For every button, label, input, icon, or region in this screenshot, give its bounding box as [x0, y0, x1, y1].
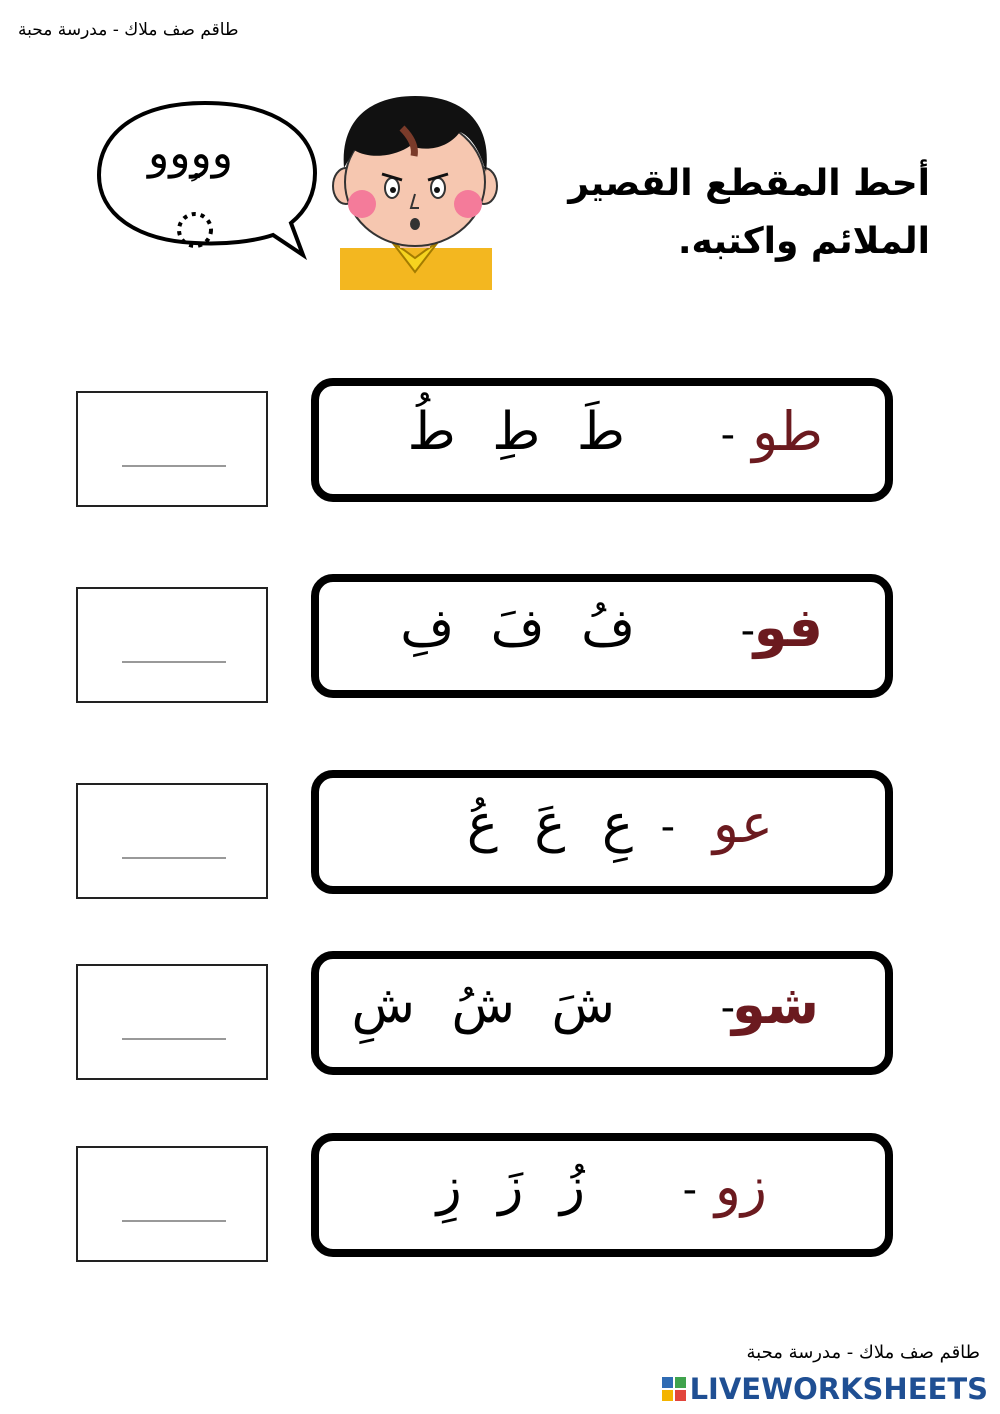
answer-line — [122, 465, 226, 467]
syllable-options — [457, 794, 643, 854]
instruction — [510, 155, 930, 271]
target-syllable: زو — [714, 1155, 767, 1218]
option[interactable]: عُ — [466, 794, 498, 854]
option[interactable]: شِ — [351, 975, 415, 1035]
target-syllable: فو — [753, 596, 823, 659]
answer-box[interactable] — [76, 587, 268, 703]
syllable-options — [390, 598, 645, 658]
option[interactable]: زِ — [436, 1157, 462, 1217]
syllable-options — [427, 1157, 595, 1217]
exercise-row — [311, 378, 893, 502]
option[interactable]: عَ — [534, 794, 566, 854]
answer-box[interactable] — [76, 964, 268, 1080]
logo-text: LIVEWORKSHEETS — [689, 1372, 988, 1406]
option[interactable]: شُ — [451, 975, 515, 1035]
exercise-row — [311, 574, 893, 698]
exercise-row — [311, 770, 893, 894]
answer-line — [122, 661, 226, 663]
option[interactable]: عِ — [601, 794, 633, 854]
answer-line — [122, 857, 226, 859]
answer-box[interactable] — [76, 1146, 268, 1262]
option[interactable]: زُ — [559, 1157, 585, 1217]
answer-line — [122, 1038, 226, 1040]
instruction-line-1: أحط المقطع القصير — [568, 163, 930, 204]
exercise-row — [311, 1133, 893, 1257]
answer-box[interactable] — [76, 783, 268, 899]
dash: - — [682, 1167, 697, 1213]
exercise-row — [311, 951, 893, 1075]
instruction-line-2: الملائم واكتبه. — [677, 221, 930, 262]
answer-line — [122, 1220, 226, 1222]
target-syllable: عو — [712, 792, 773, 855]
dash: - — [740, 608, 755, 654]
option[interactable]: طِ — [492, 402, 541, 462]
option[interactable]: فُ — [581, 598, 635, 658]
option[interactable]: طَ — [576, 402, 625, 462]
option[interactable]: فِ — [400, 598, 455, 658]
option[interactable]: طُ — [407, 402, 456, 462]
target-syllable: شو — [732, 973, 819, 1036]
option[interactable]: شَ — [551, 975, 615, 1035]
footer-credit: طاقم صف ملاك - مدرسة محبة — [746, 1342, 980, 1363]
boy-illustration — [330, 90, 500, 290]
dash: - — [720, 985, 735, 1031]
target-syllable: طو — [752, 400, 823, 463]
dash: - — [660, 804, 675, 850]
liveworksheets-logo[interactable] — [662, 1372, 988, 1406]
bubble-text: وووو — [148, 128, 233, 179]
option[interactable]: فَ — [490, 598, 545, 658]
syllable-options — [398, 402, 635, 462]
header-credit: طاقم صف ملاك - مدرسة محبة — [18, 20, 239, 40]
syllable-options — [341, 975, 625, 1035]
option[interactable]: زَ — [498, 1157, 524, 1217]
liveworksheets-logo-icon — [662, 1377, 686, 1401]
dash: - — [720, 412, 735, 458]
answer-box[interactable] — [76, 391, 268, 507]
